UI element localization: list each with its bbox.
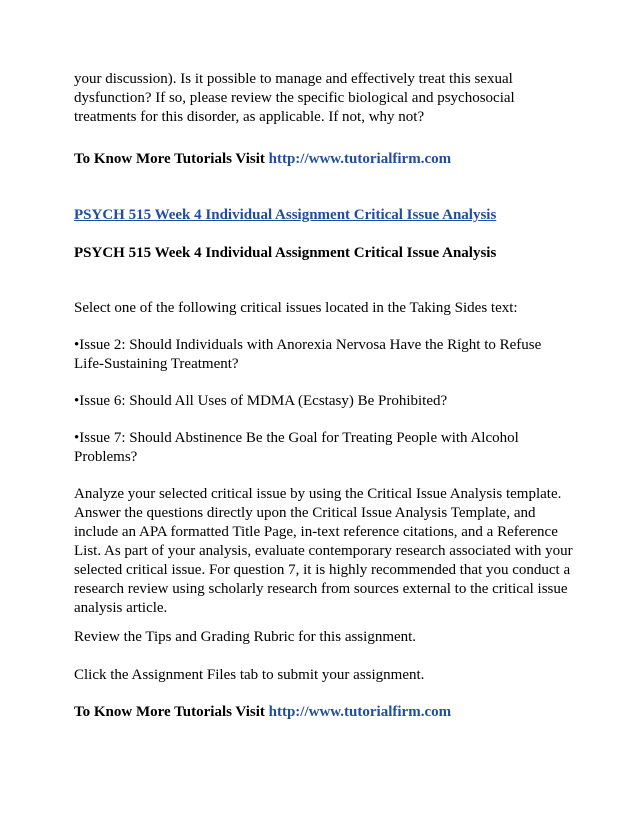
select-text: Select one of the following critical issues located in the Taking Sides text: (74, 300, 518, 316)
analyze-line: List. As part of your analysis, evaluate contemporary research associated with your (74, 543, 573, 559)
review-paragraph (74, 628, 574, 647)
promo-top-link[interactable]: http://www.tutorialfirm.com (268, 151, 452, 167)
analyze-line: Analyze your selected critical issue by using the Critical Issue Analysis template. (74, 486, 562, 502)
issue-line: •Issue 7: Should Abstinence Be the Goal for Treating People with Alcohol (74, 430, 519, 446)
intro-line: dysfunction? If so, please review the specific biological and psychosocial (74, 90, 515, 106)
issue-line: •Issue 2: Should Individuals with Anorexia Nervosa Have the Right to Refuse (74, 337, 542, 353)
issue-item-6 (74, 392, 574, 411)
analyze-line: include an APA formatted Title Page, in-text reference citations, and a Reference (74, 524, 558, 540)
promo-bottom-link[interactable]: http://www.tutorialfirm.com (268, 704, 452, 720)
issue-item-2 (74, 336, 574, 374)
analyze-line: Answer the questions directly upon the Critical Issue Analysis Template, and (74, 505, 536, 521)
assignment-heading-block (74, 244, 574, 263)
select-paragraph (74, 299, 574, 318)
assignment-heading: PSYCH 515 Week 4 Individual Assignment Critical Issue Analysis (74, 245, 497, 261)
issue-line: Problems? (74, 449, 138, 465)
analyze-line: selected critical issue. For question 7, it is highly recommended that you conduct a (74, 562, 571, 578)
click-text: Click the Assignment Files tab to submit your assignment. (74, 667, 425, 683)
issue-line: Life-Sustaining Treatment? (74, 356, 239, 372)
analyze-line: analysis article. (74, 600, 168, 616)
intro-line: treatments for this disorder, as applicable. If not, why not? (74, 109, 425, 125)
analyze-line: research review using scholarly research from sources external to the critical issue (74, 581, 568, 597)
click-paragraph (74, 666, 574, 685)
intro-paragraph (74, 70, 574, 127)
issue-item-7 (74, 429, 574, 467)
promo-bottom (74, 703, 574, 722)
intro-line: your discussion). Is it possible to manage and effectively treat this sexual (74, 71, 513, 87)
promo-top-label: To Know More Tutorials Visit (74, 151, 269, 167)
promo-bottom-label: To Know More Tutorials Visit (74, 704, 269, 720)
promo-top (74, 150, 574, 169)
assignment-link-block (74, 206, 574, 225)
review-text: Review the Tips and Grading Rubric for this assignment. (74, 629, 417, 645)
analyze-paragraph (74, 485, 574, 618)
assignment-title-link[interactable]: PSYCH 515 Week 4 Individual Assignment Critical Issue Analysis (74, 207, 497, 223)
issue-line: •Issue 6: Should All Uses of MDMA (Ecstasy) Be Prohibited? (74, 393, 448, 409)
